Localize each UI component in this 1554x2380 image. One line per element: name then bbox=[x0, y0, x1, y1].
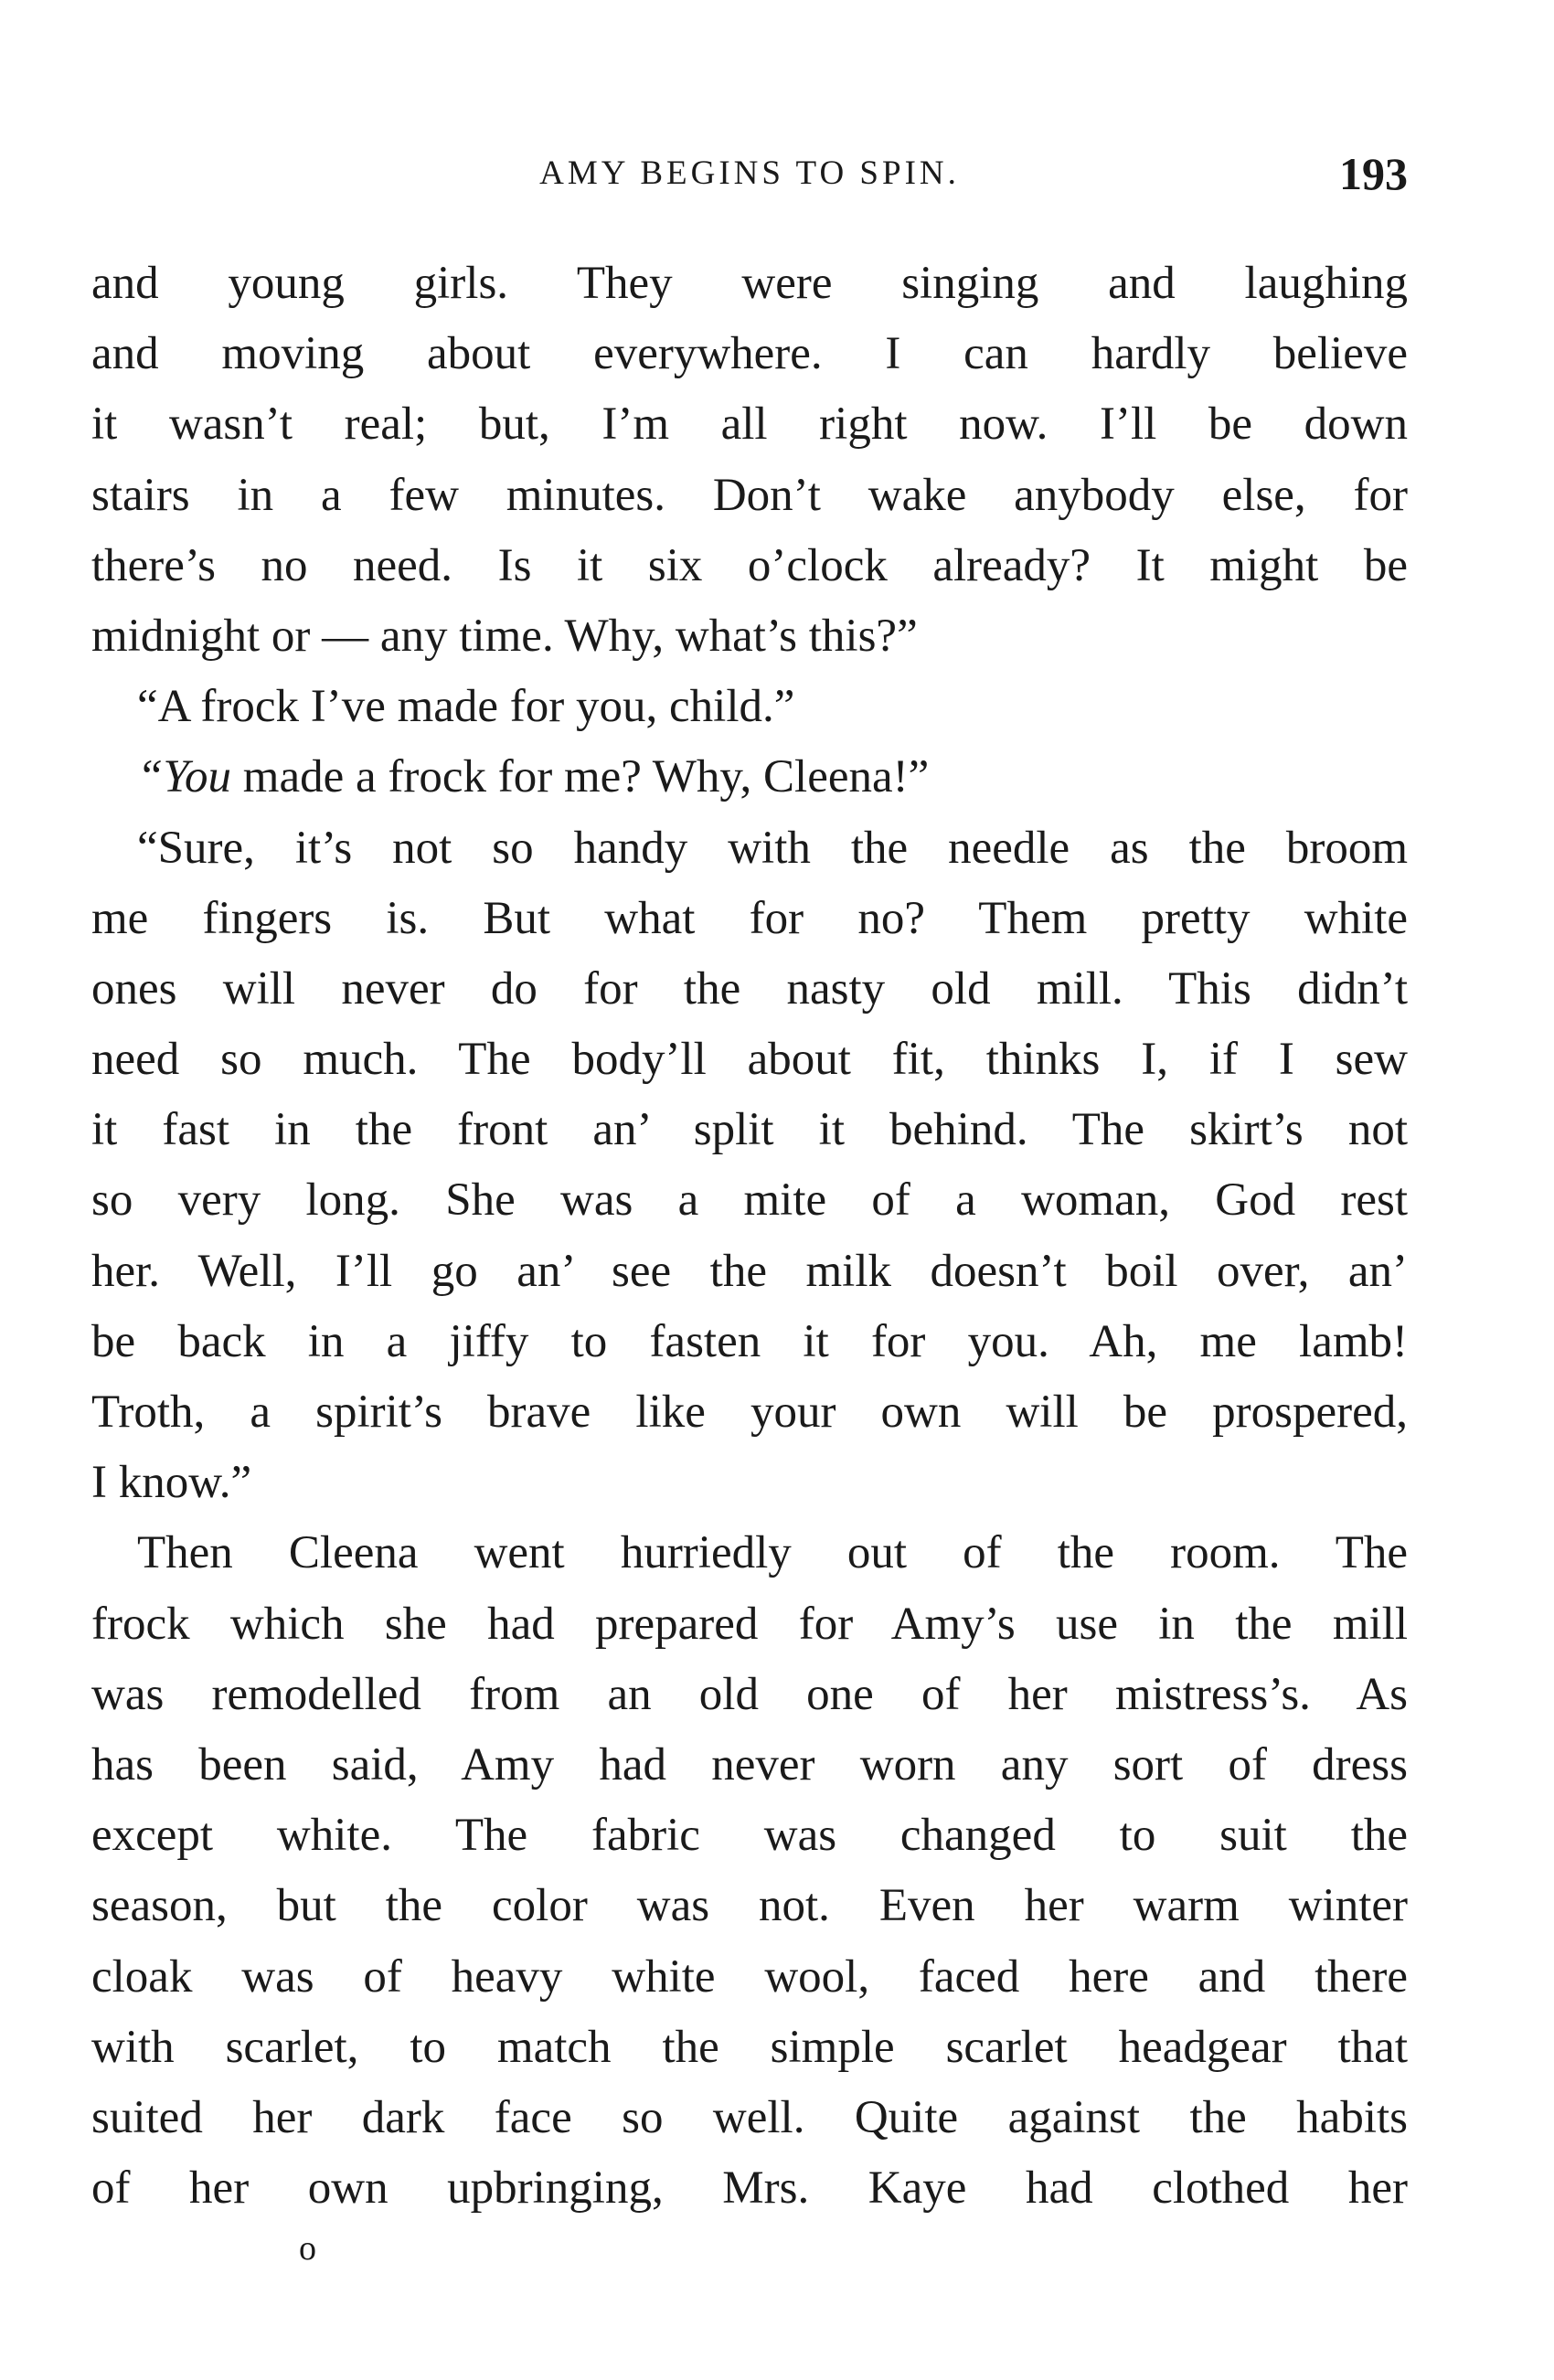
body-text bbox=[91, 249, 1408, 2224]
text-line: ones will never do for the nasty old mill. This didn’t bbox=[91, 962, 1408, 1015]
page-number: 193 bbox=[1339, 148, 1408, 199]
text-line: be back in a jiffy to fasten it for you. Ah, me lamb! bbox=[91, 1315, 1408, 1367]
paragraph-line: Then Cleena went hurriedly out of the room. The bbox=[137, 1527, 1408, 1579]
text-line: season, but the color was not. Even her warm winter bbox=[91, 1880, 1408, 1932]
text-line: there’s no need. Is it six o’clock already? It might be bbox=[91, 539, 1408, 591]
italic-word: “You bbox=[137, 751, 232, 803]
text-line: midnight or — any time. Why, what’s this?” bbox=[91, 610, 918, 662]
text-line: need so much. The body’ll about fit, thinks I, if I sew bbox=[91, 1034, 1408, 1086]
text-line: with scarlet, to match the simple scarlet headgear that bbox=[91, 2021, 1408, 2073]
signature-mark: o bbox=[299, 2229, 316, 2268]
text-line: me fingers is. But what for no? Them pretty white bbox=[91, 892, 1408, 944]
dialogue-line: “A frock I’ve made for you, child.” bbox=[137, 681, 795, 733]
text-line: was remodelled from an old one of her mistress’s. As bbox=[91, 1668, 1408, 1720]
text-line: and young girls. They were singing and laughing bbox=[91, 258, 1408, 309]
text-line: frock which she had prepared for Amy’s use in the mill bbox=[91, 1598, 1408, 1650]
text-line: stairs in a few minutes. Don’t wake anybody else, for bbox=[91, 469, 1408, 521]
text-line: it wasn’t real; but, I’m all right now. I’ll be down bbox=[91, 398, 1408, 451]
dialogue-line-rest: made a frock for me? Why, Cleena!” bbox=[242, 751, 930, 803]
text-line: of her own upbringing, Mrs. Kaye had clothed her bbox=[91, 2162, 1408, 2215]
text-line: and moving about everywhere. I can hardly believe bbox=[91, 328, 1408, 380]
text-line: so very long. She was a mite of a woman, God rest bbox=[91, 1174, 1408, 1227]
dialogue-line bbox=[91, 742, 1408, 813]
text-line: has been said, Amy had never worn any sort of dress bbox=[91, 1738, 1408, 1790]
text-line: her. Well, I’ll go an’ see the milk doesn’t boil over, an’ bbox=[91, 1245, 1408, 1297]
running-head bbox=[91, 146, 1408, 201]
text-line: Troth, a spirit’s brave like your own will be prospered, bbox=[91, 1387, 1408, 1438]
text-line: except white. The fabric was changed to suit the bbox=[91, 1810, 1408, 1862]
text-line: cloak was of heavy white wool, faced here and there bbox=[91, 1950, 1408, 2003]
text-line: I know.” bbox=[91, 1457, 252, 1509]
text-line: it fast in the front an’ split it behind. The skirt’s not bbox=[91, 1104, 1408, 1156]
dialogue-line: “Sure, it’s not so handy with the needle as the broom bbox=[137, 822, 1408, 874]
running-title: AMY BEGINS TO SPIN. bbox=[539, 154, 960, 192]
text-line: suited her dark face so well. Quite against the habits bbox=[91, 2091, 1408, 2143]
